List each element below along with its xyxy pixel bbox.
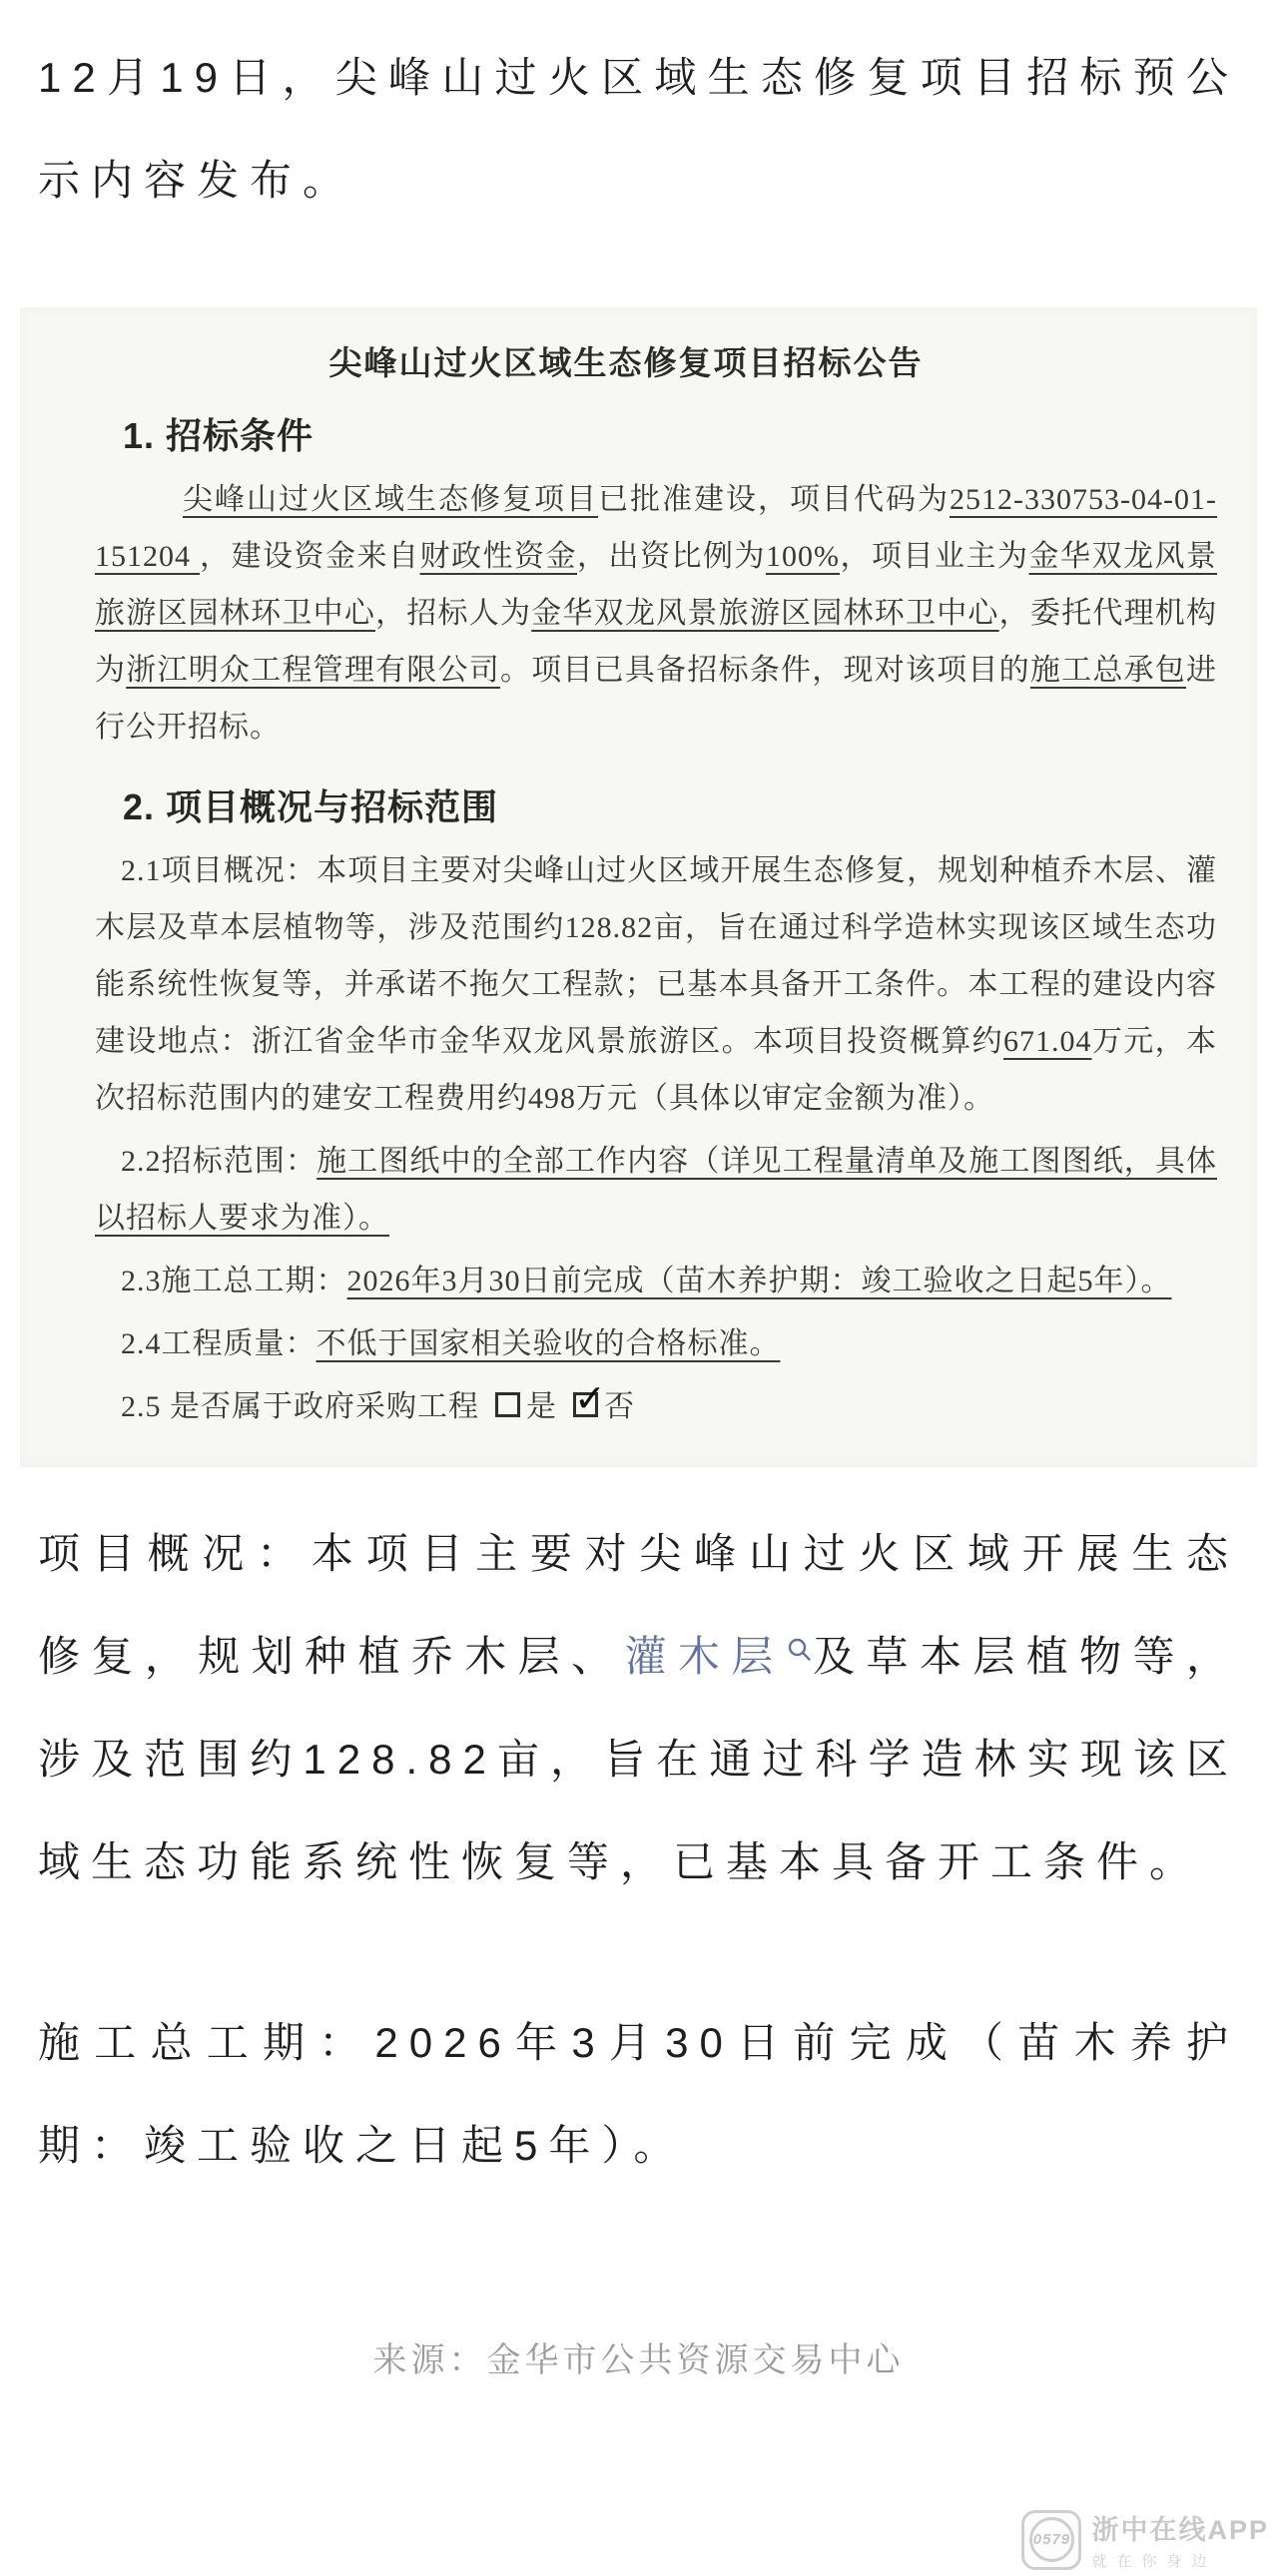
section2-heading: 2. 项目概况与招标范围: [123, 786, 499, 827]
doc-run: 进行公开招标。: [95, 654, 1218, 744]
doc-run: 2.1项目概况：本项目主要对尖峰山过火区域开展生态修复，规划种植乔木层、灌木层及草本层植物等，涉及范围约128.82亩，旨在通过科学造林实现该区域生态功能系统性恢复等，并承诺不拖欠工程款；已基本具备开工条件。本工程的建设内容建设地点：浙江省金华市金华双龙风景旅游区。本项目投资概算约: [95, 854, 1217, 1058]
quality-standard-paragraph: [95, 1315, 1217, 1372]
doc-run: 施工图纸中的全部工作内容（详见工程量清单及施工图图纸，具体以招标人要求为准）。: [95, 1145, 1218, 1235]
article-body-schedule: 施工总工期：2026年3月30日前完成（苗木养护期：竣工验收之日起5年）。: [38, 2019, 1239, 2169]
check-mark-icon: ✓: [574, 1376, 607, 1420]
project-overview-paragraph: [95, 842, 1217, 1127]
doc-run: 金华双龙风景旅游区园林环卫中心: [95, 540, 1217, 630]
doc-run: ，出资比例为: [577, 540, 766, 573]
watermark-text: [1091, 2508, 1269, 2571]
watermark-title: 浙中在线APP: [1091, 2515, 1269, 2545]
doc-run: 2.3施工总工期：: [121, 1265, 347, 1297]
body-text: 项目概况：本项目主要对尖峰山过火区域开展生态修复，规划种植乔木层、: [38, 1530, 1239, 1680]
construction-period-paragraph: [95, 1253, 1217, 1309]
doc-run: 万元，本次招标范围内的建安工程费用约498万元（具体以审定金额为准）。: [95, 1025, 1217, 1115]
doc-run: 不低于国家相关验收的合格标准。: [316, 1327, 781, 1360]
article-body-overview: [38, 1502, 1239, 1913]
checkbox-checked-icon: [573, 1376, 607, 1420]
yes-option-label: 是: [526, 1390, 557, 1423]
doc-run: 2.4工程质量：: [121, 1327, 317, 1360]
source-attribution: 来源：金华市公共资源交易中心: [372, 2341, 905, 2379]
tender-conditions-paragraph: [95, 471, 1217, 756]
app-watermark: [1021, 2508, 1269, 2571]
doc-run: 浙江明众工程管理有限公司: [126, 654, 500, 687]
app-logo-badge: 0579: [1029, 2517, 1074, 2562]
doc-run: 100%: [766, 540, 840, 573]
doc-run: 财政性资金: [419, 540, 577, 573]
doc-run: 尖峰山过火区域生态修复项目: [183, 483, 599, 516]
doc-run: ，建设资金来自: [200, 540, 420, 573]
doc-run: 施工总承包: [1029, 654, 1187, 687]
no-option-label: 否: [604, 1390, 635, 1423]
doc-run: 2026年3月30日前完成（苗木养护期：竣工验收之日起5年）。: [346, 1265, 1172, 1297]
bid-scope-paragraph: [95, 1133, 1217, 1247]
section1-heading: 1. 招标条件: [123, 415, 315, 456]
search-icon[interactable]: [787, 1597, 813, 1623]
document-title: 尖峰山过火区域生态修复项目招标公告: [328, 344, 924, 381]
doc-run: ，项目业主为: [840, 540, 1029, 573]
watermark-subtitle: 就在你身边: [1091, 2553, 1217, 2570]
article-intro: 12月19日，尖峰山过火区域生态修复项目招标预公示内容发布。: [38, 54, 1239, 204]
doc-run: 671.04: [1002, 1025, 1092, 1058]
doc-run: 2.5 是否属于政府采购工程: [121, 1390, 479, 1423]
government-procurement-line: [95, 1378, 1217, 1435]
doc-run: 2512-330753-04-01-151204: [95, 483, 1218, 573]
scanned-document: [20, 307, 1257, 1467]
doc-run: ，委托代理机构为: [95, 597, 1218, 687]
body-text: 及草本层植物等，涉及范围约128.82亩，旨在通过科学造林实现该区域生态功能系统性恢复等，已基本具备开工条件。: [38, 1633, 1239, 1885]
doc-run: 2.2招标范围：: [121, 1145, 318, 1178]
doc-run: 。项目已具备招标条件，现对该项目的: [499, 654, 1030, 687]
doc-run: 已批准建设，项目代码为: [598, 483, 951, 516]
keyword-link[interactable]: 灌木层: [624, 1633, 785, 1680]
doc-run: 金华双龙风景旅游区园林环卫中心: [531, 597, 999, 630]
checkbox-unchecked-icon: [495, 1392, 520, 1417]
app-logo-icon: [1021, 2510, 1081, 2570]
doc-run: ，招标人为: [375, 597, 532, 630]
